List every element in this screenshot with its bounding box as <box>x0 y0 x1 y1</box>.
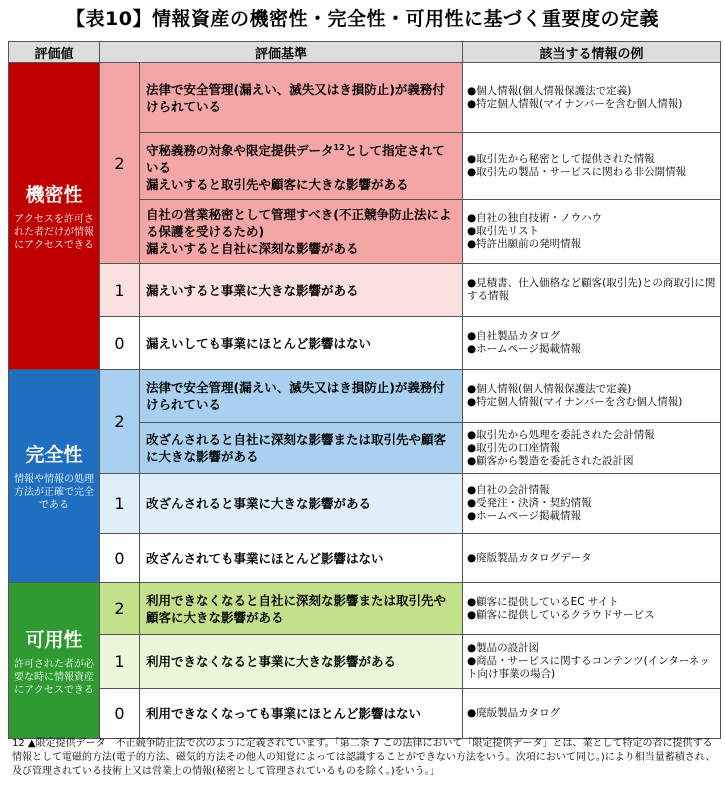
table-row <box>9 689 721 739</box>
level-value: 2 <box>100 370 140 474</box>
example-item: ●特定個人情報(マイナンバーを含む個人情報) <box>467 396 683 408</box>
example-item: ●廃版製品カタログデータ <box>467 551 592 564</box>
examples-cell <box>463 264 721 317</box>
example-item: ●取引先から秘密として提供された情報 <box>467 153 655 165</box>
level-value: 0 <box>100 534 140 583</box>
example-item: ●特許出願前の発明情報 <box>467 238 582 250</box>
example-item: ●自社製品カタログ <box>467 330 561 342</box>
example-item: ●見積書、仕入価格など顧客(取引先)との商取引に関する情報 <box>467 277 716 302</box>
criteria-cell: 改ざんされると事業に大きな影響がある <box>140 474 463 534</box>
category-availability <box>9 583 100 739</box>
example-item: ●顧客から製造を委託された設計図 <box>467 454 634 467</box>
example-item: ●顧客に提供しているクラウドサービス <box>467 608 655 621</box>
table-row <box>9 264 721 317</box>
category-name: 機密性 <box>25 184 83 206</box>
example-item: ●個人情報(個人情報保護法で定義) <box>467 84 632 97</box>
header-examples: 該当する情報の例 <box>463 42 721 63</box>
criteria-cell: 法律で安全管理(漏えい、滅失又はき損防止)が義務付けられている <box>140 63 463 133</box>
criteria-text: 漏えいすると取引先や顧客に大きな影響がある <box>146 177 409 193</box>
criteria-cell: 漏えいしても事業にほとんど影響はない <box>140 317 463 370</box>
criteria-cell: 改ざんされると自社に深刻な影響または取引先や顧客に大きな影響がある <box>140 423 463 474</box>
example-item: ●廃版製品カタログ <box>467 707 561 719</box>
criteria-text: 守秘義務の対象や限定提供データ <box>146 143 334 159</box>
example-item: ●取引先から処理を委託された会計情報 <box>467 428 655 441</box>
category-description: 情報や情報の処理方法が正確で完全である <box>14 474 94 511</box>
example-item: ●自社の会計情報 <box>467 484 550 496</box>
level-value: 0 <box>100 689 140 739</box>
example-item: ●取引先の口座情報 <box>467 441 561 454</box>
footnote-ref: 12 <box>333 142 345 152</box>
examples-cell <box>463 583 721 635</box>
importance-table <box>8 41 721 739</box>
level-value: 1 <box>100 264 140 317</box>
table-row <box>9 583 721 635</box>
table-row <box>9 63 721 133</box>
example-item: ●商品・サービスに関するコンテンツ(インターネット向け事業の場合) <box>467 655 710 680</box>
header-criteria: 評価基準 <box>100 42 463 63</box>
example-item: ●特定個人情報(マイナンバーを含む個人情報) <box>467 97 683 110</box>
criteria-cell <box>140 200 463 264</box>
table-row <box>9 474 721 534</box>
examples-cell <box>463 133 721 200</box>
criteria-text: 自社の営業秘密として管理すべき(不正競争防止法による保護を受けるため) <box>146 207 452 239</box>
header-row <box>9 42 721 63</box>
criteria-cell: 利用できなくなっても事業にほとんど影響はない <box>140 689 463 739</box>
page-title: 【表10】情報資産の機密性・完全性・可用性に基づく重要度の定義 <box>66 8 659 30</box>
level-value: 2 <box>100 63 140 264</box>
example-item: ●取引先リスト <box>467 225 539 237</box>
examples-cell <box>463 200 721 264</box>
criteria-cell <box>140 133 463 200</box>
criteria-cell: 漏えいすると事業に大きな影響がある <box>140 264 463 317</box>
example-item: ●ホームページ掲載情報 <box>467 510 581 522</box>
table-row <box>9 317 721 370</box>
example-item: ●顧客に提供しているEC サイト <box>467 595 619 608</box>
criteria-cell: 法律で安全管理(漏えい、滅失又はき損防止)が義務付けられている <box>140 370 463 423</box>
table-row <box>9 534 721 583</box>
example-item: ●取引先の製品・サービスに関わる非公開情報 <box>467 166 687 178</box>
footnote: 12 ▲限定提供データ 不正競争防止法で次のように定義されています。「第二条 7 この法律において「限定提供データ」とは、業として特定の者に提供する情報として電磁的方法(電子的方法、磁気的方法その他人の知覚によっては認識することができない方法をいう。次項において同じ。)により相当量蓄積され、及び管理されている技術上又は営業上の情報(秘密として管理されているものを除く。)をいう。」 <box>12 738 716 777</box>
examples-cell <box>463 474 721 534</box>
header-level: 評価値 <box>9 42 100 63</box>
level-value: 2 <box>100 583 140 635</box>
example-item: ●製品の設計図 <box>467 642 540 654</box>
category-confidentiality <box>9 63 100 370</box>
category-description: アクセスを許可された者だけが情報にアクセスできる <box>14 214 94 251</box>
criteria-cell: 利用できなくなると事業に大きな影響がある <box>140 635 463 689</box>
table-row <box>9 370 721 423</box>
category-description: 許可された者が必要な時に情報資産にアクセスできる <box>14 658 94 696</box>
examples-cell <box>463 370 721 423</box>
examples-cell <box>463 63 721 133</box>
category-name: 完全性 <box>25 444 83 466</box>
examples-cell <box>463 689 721 739</box>
category-name: 可用性 <box>25 628 83 651</box>
criteria-text: として指定されている <box>146 143 445 176</box>
table-row <box>9 635 721 689</box>
example-item: ●個人情報(個人情報保護法で定義) <box>467 383 632 395</box>
level-value: 0 <box>100 317 140 370</box>
criteria-cell: 改ざんされても事業にほとんど影響はない <box>140 534 463 583</box>
examples-cell <box>463 423 721 474</box>
example-item: ●ホームページ掲載情報 <box>467 343 581 355</box>
criteria-text: 漏えいすると自社に深刻な影響がある <box>146 241 359 256</box>
criteria-cell: 利用できなくなると自社に深刻な影響または取引先や顧客に大きな影響がある <box>140 583 463 635</box>
example-item: ●自社の独自技術・ノウハウ <box>467 212 603 224</box>
level-value: 1 <box>100 635 140 689</box>
category-integrity <box>9 370 100 583</box>
level-value: 1 <box>100 474 140 534</box>
example-item: ●受発注・決済・契約情報 <box>467 497 592 509</box>
examples-cell <box>463 317 721 370</box>
examples-cell <box>463 534 721 583</box>
examples-cell <box>463 635 721 689</box>
